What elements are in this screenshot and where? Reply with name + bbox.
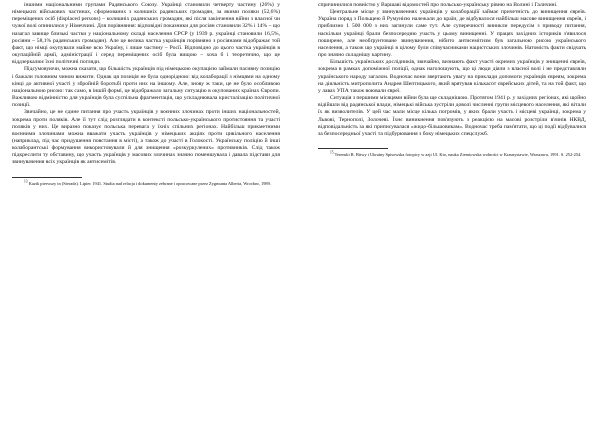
- footnote-divider: [318, 148, 388, 149]
- paragraph: Ситуація з першими місяцями війни була ще складнішою. Протягом 1941 р. у західних регіонах, які щойно відійшли від радянської влади, німецькі війська зустріли доволі численні групи місцевого населення, які вітали їх як визволителів. У цей час мали місце кілька погромів, у яких брали участь і місцеві українці, зокрема у Львові, Тернополі, Золочеві. Їхнє виникнення пов'язують з реакцією на масові розстріли в'язнів НКВД, відповідальність за які приписувалася «жидо-більшовикам». Водночас треба пам'ятати, що ці події відбувалися за безпосередньої участі та підбурювання з боку німецьких спецслужб.: [318, 95, 587, 137]
- footnote-text: Kazik pierwszy in (Sieradz). Lipiec 1941. Studia nad relacja i dokumenty zebrane i opracowane przez Zygmunta Alberta, Wrocław, 1989.: [28, 180, 271, 186]
- footnote: [318, 152, 586, 158]
- right-column: [318, 2, 586, 158]
- footnote-marker: 15: [330, 150, 334, 155]
- footnote: [12, 181, 280, 187]
- paragraph-continued: спричинилися повністю у Варшаві відомостей про польсько-українську рівню на Волині і Галичині.: [318, 2, 558, 8]
- paragraph: Звичайно, це не єдине питання про участь українців у воєнних злочинах проти інших національностей, зокрема проти поляків. Але її тут слід розглядати в контексті польсько-українського протистояння та участі поляків у них. Це виразно показує польська перевага у їхніх спільних регіонах. Найбільш прикметними воєнними злочинами можна вважати участь українців у німецьких акціях проти цивільного населення (наприклад, під час придушення повстання в місті), а також до участі в Голокості. Українську поліцію й інші колаборантські формування використовували й для знищення «розкуркулених» противників. Слід також підкреслити ту обставину, що участь українців у масових злочинах значно поменшувала і давала підстави для звинувачення всіх українців як антисемітів.: [12, 109, 280, 166]
- paragraph: Більшість українських дослідників, звичайно, визнають факт участі окремих українців у знищенні євреїв, зокрема в рамках допоміжної поліції, однак наголошують, що ці люди діяли з власної волі і не представляли українського народу загалом. Водночас вони звертають увагу на приклади допомоги українців євреям, зокрема на діяльність митрополита Андрея Шептицького, який врятував кількасот єврейських дітей, та на той факт, що у лавах УПА також воювали євреї.: [318, 59, 586, 94]
- left-column: [12, 2, 280, 186]
- footnote-divider: [12, 177, 82, 178]
- paragraph: іншими національними групами Радянського Союзу. Українці становили четверту частину (26%) у німецьких військових частинах, сформованих з колишніх радянських громадян, за якими поляки (52,6%) переміщених осіб (displaced persons) – колишніх радянських громадян, які після закінчення війни з власної чи чужої волі опинилися у Німеччині. Для порівняння: відповідні показники для росіян становили 32% і 14% – що назагал завище близькі частки у національному складі населення СРСР (у 1939 р. українці становили 16,5%, росіяни – 58,1% радянських громадян). Але це велика частка українців порівняно з росіянами відображає той факт, що німці окупували майже всю Україну, і лише частину – Росії. Відповідно до цього частка українців в окупаційній армії, адміністрації і серед переміщених осіб була вищою – хоча б і теоретично, що це віддзеркалює їхні політичні погляди.: [12, 2, 280, 66]
- footnote-text: Terenski R. Bitwy i Ukrainy Spisowska fotopicy w azji Ul. Kto, nauka Ziemiowska wolności w Krasnystawie, Warszawa, 1991. S. 252-254.: [334, 151, 582, 157]
- footnote-marker: 13: [24, 179, 28, 184]
- paragraph: Підсумовуючи, можна сказати, що більшість українців під німецькою окупацією займали пасивну позицію і бажали головним чином вижити. Однак ця позиція не була однорідною: від колаборації з німцями на одному кінці до активної участі у збройній боротьбі проти них на іншому. Але, знову ж таки, це не було особливою національною рисою: так само, в іншій формі, це відображало загальну ситуацію в окупованих країнах Європи. Важливою відмінністю для українців була суспільна фрагментація, що ускладнювала кристалізацію політичної позиції.: [12, 66, 280, 109]
- paragraph: Центральне місце у звинуваченнях українців у колабораціїї займає причетність до винищення євреїв. Україна поряд з Польщею й Румунією належали до країн, де відбувалося найбільш масове винищення євреїв, і приблизно 1 500 000 з них загинули саме тут. Але суперечності виникли передусім з приводу питання, наскільки українці брали безпосередню участь у цьому винищенні. У працях західних істориків з'явилося поширене, але необґрунтоване звинувачення, нібито антисемітизм був загальною рисою українського населення, а також що українці в цілому були співучасниками нацистських злочинів. Натомість факти свідчать про значно складнішу картину.: [318, 9, 586, 59]
